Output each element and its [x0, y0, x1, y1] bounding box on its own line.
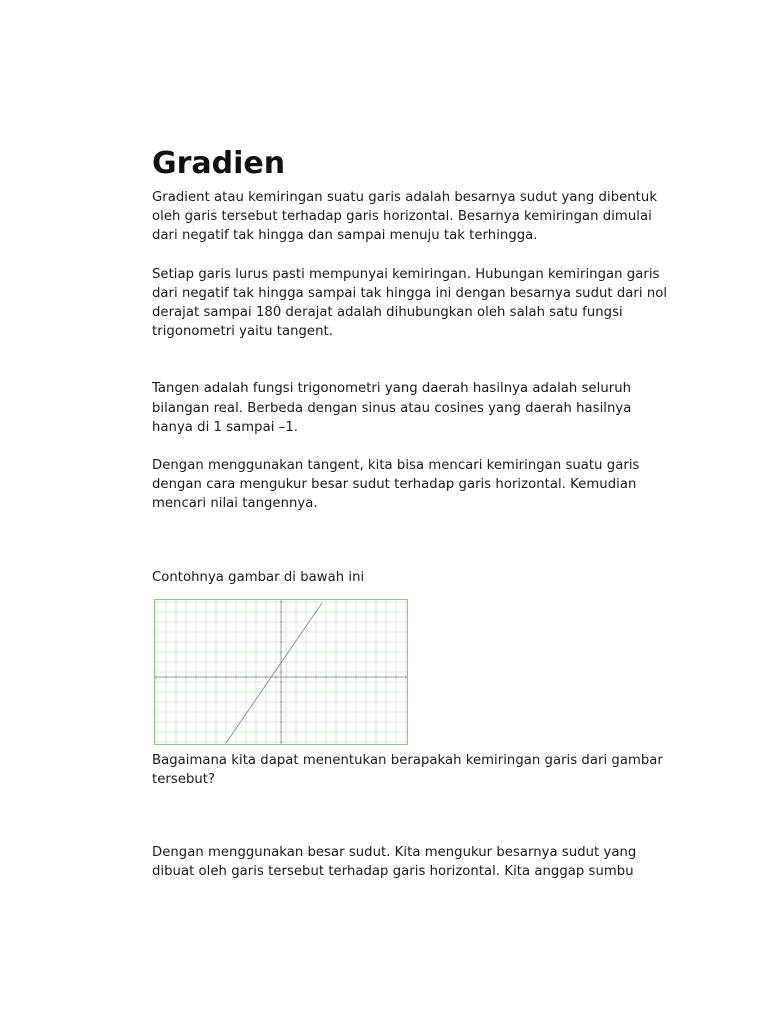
paragraph-tangent: Tangen adalah fungsi trigonometri yang daerah hasilnya adalah seluruh bilangan real. Berbeda dengan sinus atau cosines yang daerah hasilnya hanya di 1 sampai –1.: [152, 381, 632, 435]
paragraph-slope-angle: Setiap garis lurus pasti mempunyai kemiringan. Hubungan kemiringan garis dari negatif tak hingga sampai tak hingga ini dengan besarnya sudut dari nol derajat sampai 180 derajat adalah dihubungkan oleh salah satu fungsi trigonometri yaitu tangent.: [152, 266, 668, 340]
paragraph-answer: Dengan menggunakan besar sudut. Kita mengukur besarnya sudut yang dibuat oleh garis tersebut terhadap garis horizontal. Kita anggap sumbu: [152, 845, 637, 880]
paragraph-question: Bagaimana kita dapat menentukan berapakah kemiringan garis dari gambar tersebut?: [152, 752, 663, 788]
page-title: Gradien: [152, 146, 286, 181]
paragraph-definition: Gradient atau kemiringan suatu garis adalah besarnya sudut yang dibentuk oleh garis tersebut terhadap garis horizontal. Besarnya kemiringan dimulai dari negatif tak hingga dan sampai menuju tak terhingga.: [152, 190, 658, 244]
document-page: [152, 140, 672, 882]
paragraph-example-intro: Contohnya gambar di bawah ini: [152, 569, 365, 585]
line-graph-figure: [154, 599, 408, 745]
paragraph-measure: Dengan menggunakan tangent, kita bisa mencari kemiringan suatu garis dengan cara mengukur besar sudut terhadap garis horizontal. Kemudian mencari nilai tangennya.: [152, 458, 640, 512]
